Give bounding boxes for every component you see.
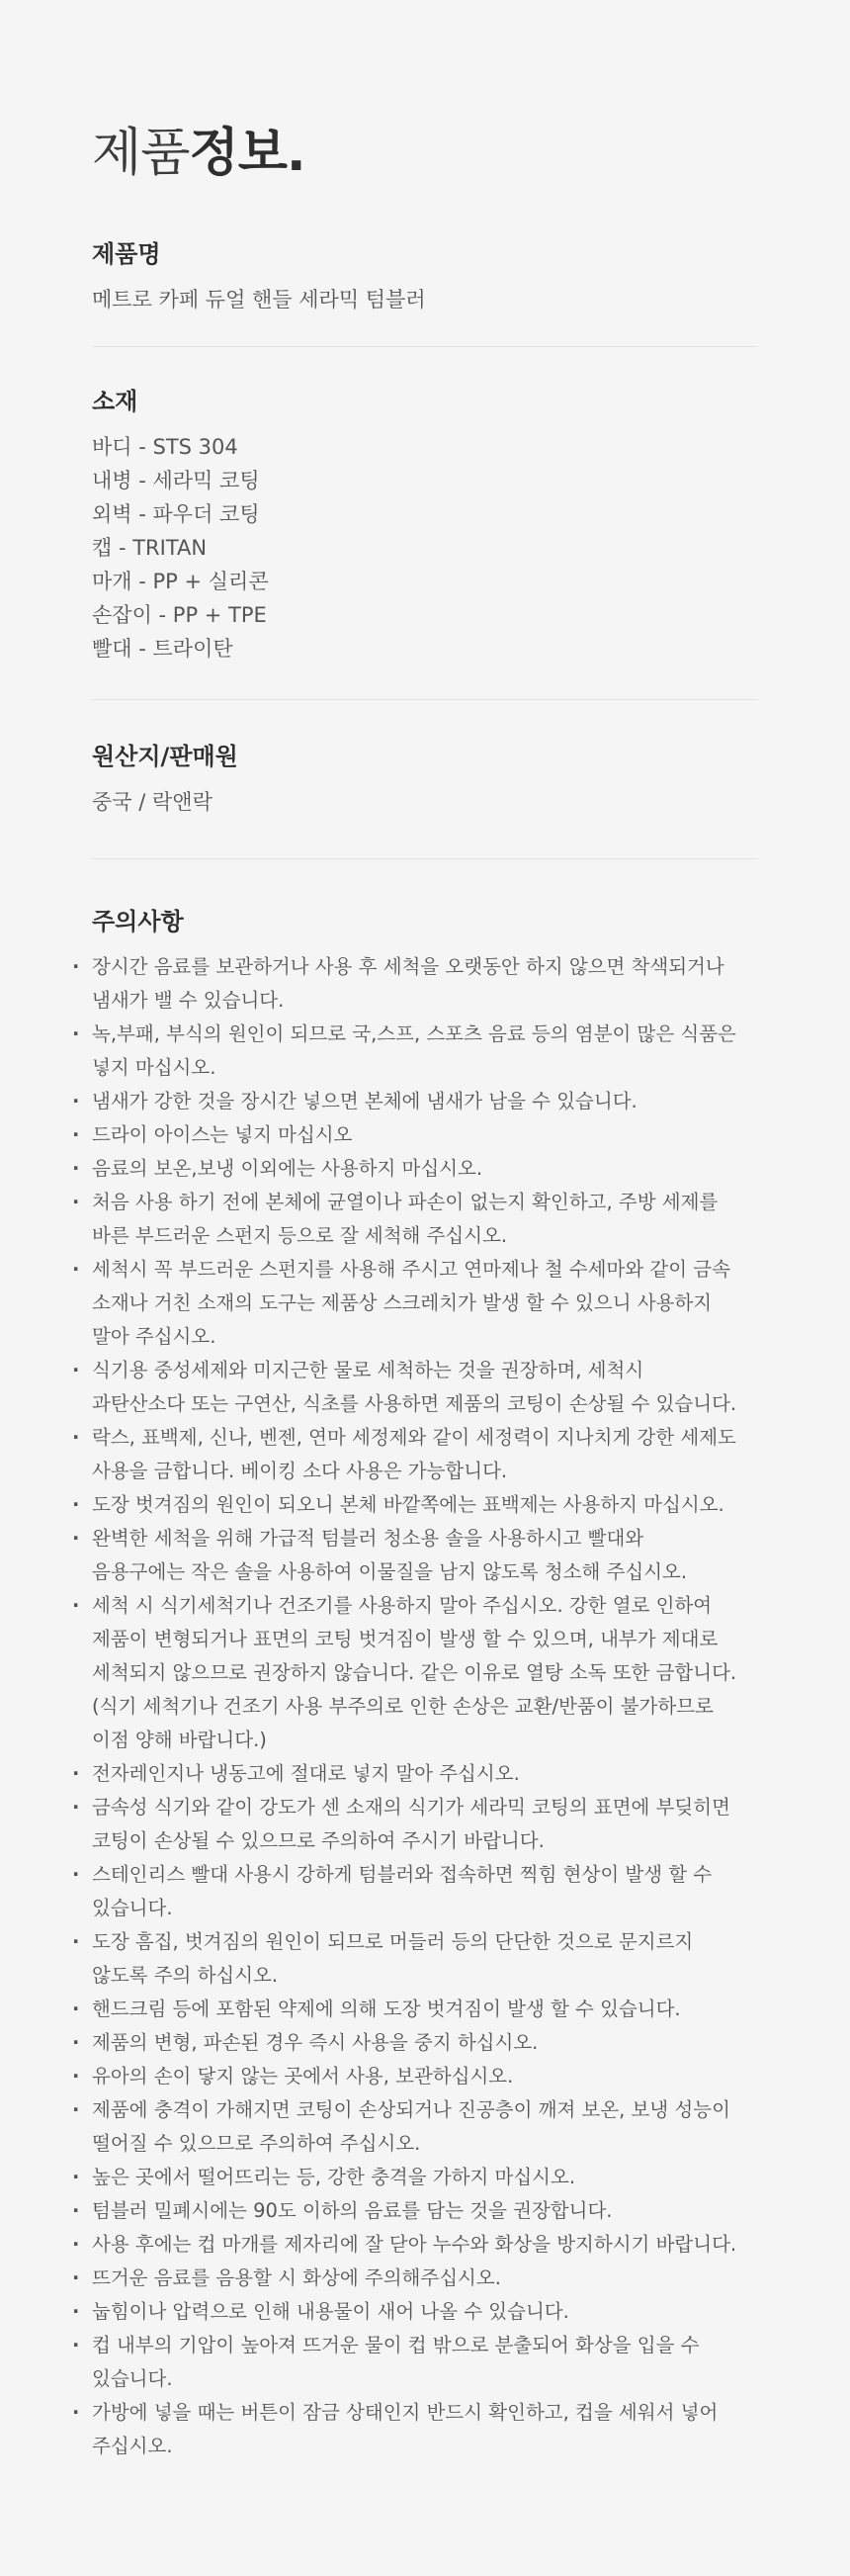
material-list <box>92 430 758 666</box>
caution-item: · 뜨거운 음료를 음용할 시 화상에 주의해주십시오. <box>72 2262 764 2295</box>
caution-item: · 도장 흠집, 벗겨짐의 원인이 되므로 머들러 등의 단단한 것으로 문지르지 않도록 주의 하십시오. <box>72 1925 764 1993</box>
caution-item: · 녹,부패, 부식의 원인이 되므로 국,스프, 스포츠 음료 등의 염분이 많은 식품은 넣지 마십시오. <box>72 1018 764 1085</box>
caution-item: · 냄새가 강한 것을 장시간 넣으면 본체에 냄새가 남을 수 있습니다. <box>72 1085 764 1118</box>
caution-item: · 텀블러 밀폐시에는 90도 이하의 음료를 담는 것을 권장합니다. <box>72 2194 764 2228</box>
caution-item: · 드라이 아이스는 넣지 마십시오 <box>72 1118 764 1152</box>
material-item: 손잡이 - PP + TPE <box>92 603 267 627</box>
cautions-list <box>72 950 764 2463</box>
material-item: 내병 - 세라믹 코팅 <box>92 469 260 492</box>
caution-item: · 음료의 보온,보냉 이외에는 사용하지 마십시오. <box>72 1152 764 1186</box>
page-title <box>92 119 758 188</box>
caution-item: · 세척 시 식기세척기나 건조기를 사용하지 말아 주십시오. 강한 열로 인하여 제품이 변형되거나 표면의 코팅 벗겨짐이 발생 할 수 있으며, 내부가 제대로 세척되지 않으므로 권장하지 않습니다. 같은 이유로 열탕 소독 또한 금합니다. (식기 세척기나 건조기 사용 부주의로 인한 손상은 교환/반품이 불가하므로 이점 양해 바랍니다.) <box>72 1589 764 1757</box>
material-item: 캡 - TRITAN <box>92 536 208 560</box>
origin-heading: 원산지/판매원 <box>92 743 238 770</box>
page-title-bold: 정보. <box>189 124 305 183</box>
material-section <box>92 347 758 699</box>
caution-item: · 완벽한 세척을 위해 가급적 텀블러 청소용 솔을 사용하시고 빨대와 음용구에는 작은 솔을 사용하여 이물질을 남지 않도록 청소해 주십시오. <box>72 1522 764 1589</box>
material-item: 마개 - PP + 실리콘 <box>92 570 269 593</box>
product-name-value: 메트로 카페 듀얼 핸들 세라믹 텀블러 <box>92 288 426 311</box>
origin-value: 중국 / 락앤락 <box>92 790 212 814</box>
caution-item: · 제품에 충격이 가해지면 코팅이 손상되거나 진공층이 깨져 보온, 보냉 성능이 떨어질 수 있으므로 주의하여 주십시오. <box>72 2093 764 2161</box>
caution-item: · 높은 곳에서 떨어뜨리는 등, 강한 충격을 가하지 마십시오. <box>72 2161 764 2194</box>
caution-item: · 제품의 변형, 파손된 경우 즉시 사용을 중지 하십시오. <box>72 2026 764 2060</box>
caution-item: · 핸드크림 등에 포함된 약제에 의해 도장 벗겨짐이 발생 할 수 있습니다. <box>72 1993 764 2026</box>
material-item: 외벽 - 파우더 코팅 <box>92 502 260 526</box>
caution-item: · 눕힘이나 압력으로 인해 내용물이 새어 나올 수 있습니다. <box>72 2295 764 2329</box>
caution-item: · 컵 내부의 기압이 높아져 뜨거운 물이 컵 밖으로 분출되어 화상을 입을 수 있습니다. <box>72 2329 764 2396</box>
caution-item: · 세척시 꼭 부드러운 스펀지를 사용해 주시고 연마제나 철 수세마와 같이 금속 소재나 거친 소재의 도구는 제품상 스크레치가 발생 할 수 있으니 사용하지 말아 주십시오. <box>72 1253 764 1354</box>
product-name-heading: 제품명 <box>92 240 161 268</box>
caution-item: · 유아의 손이 닿지 않는 곳에서 사용, 보관하십시오. <box>72 2060 764 2093</box>
origin-section <box>92 700 758 858</box>
caution-item: · 금속성 식기와 같이 강도가 센 소재의 식기가 세라믹 코팅의 표면에 부딪히면 코팅이 손상될 수 있으므로 주의하여 주시기 바랍니다. <box>72 1791 764 1858</box>
material-item: 빨대 - 트라이탄 <box>92 637 233 661</box>
cautions-heading: 주의사항 <box>92 908 184 935</box>
caution-item: · 전자레인지나 냉동고에 절대로 넣지 말아 주십시오. <box>72 1757 764 1791</box>
material-item: 바디 - STS 304 <box>92 435 238 459</box>
caution-item: · 스테인리스 빨대 사용시 강하게 텀블러와 접속하면 찍힘 현상이 발생 할 수 있습니다. <box>72 1858 764 1925</box>
caution-item: · 도장 벗겨짐의 원인이 되오니 본체 바깥쪽에는 표백제는 사용하지 마십시오. <box>72 1488 764 1522</box>
caution-item: · 식기용 중성세제와 미지근한 물로 세척하는 것을 권장하며, 세척시 과탄산소다 또는 구연산, 식초를 사용하면 제품의 코팅이 손상될 수 있습니다. <box>72 1354 764 1421</box>
cautions-section <box>92 859 758 2463</box>
caution-item: · 사용 후에는 컵 마개를 제자리에 잘 닫아 누수와 화상을 방지하시기 바랍니다. <box>72 2228 764 2262</box>
caution-item: · 처음 사용 하기 전에 본체에 균열이나 파손이 없는지 확인하고, 주방 세제를 바른 부드러운 스펀지 등으로 잘 세척해 주십시오. <box>72 1186 764 1253</box>
caution-item: · 장시간 음료를 보관하거나 사용 후 세척을 오랫동안 하지 않으면 착색되거나 냄새가 밸 수 있습니다. <box>72 950 764 1018</box>
product-name-section <box>92 237 758 346</box>
page-title-light: 제품 <box>92 124 190 183</box>
caution-item: · 락스, 표백제, 신나, 벤젠, 연마 세정제와 같이 세정력이 지나치게 강한 세제도 사용을 금합니다. 베이킹 소다 사용은 가능합니다. <box>72 1421 764 1488</box>
caution-item: · 가방에 넣을 때는 버튼이 잠금 상태인지 반드시 확인하고, 컵을 세워서 넣어 주십시오. <box>72 2396 764 2463</box>
material-heading: 소재 <box>92 388 138 415</box>
